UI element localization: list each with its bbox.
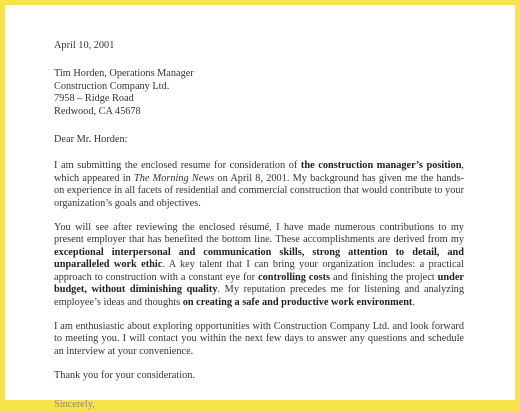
costs-highlight: controlling costs [258, 271, 331, 283]
recipient-address [54, 68, 464, 118]
recipient-street: 7958 – Ridge Road [54, 93, 134, 105]
paragraph-interest: I am enthusiastic about exploring opportunities with Construction Company Ltd. and look forward to meeting you. I will contact you within the next few days to answer any questions and schedule an interview at your convenience. [54, 320, 464, 357]
position-highlight: the construction manager’s position [300, 160, 462, 172]
paragraph-intro: I am submitting the enclosed resume for consideration of the construction manager’s position, which appeared in The Morning News on April 8, 2001. My background has given me the hands-on experience in all facets of residential and commercial construction that would contribute to your organization’s goals and objectives. [54, 160, 465, 209]
thank-you-line: Thank you for your consideration. [54, 370, 195, 382]
letter-page [5, 5, 515, 410]
recipient-company: Construction Company Ltd. [54, 80, 170, 92]
salutation: Dear Mr. Horden: [54, 134, 128, 146]
recipient-city: Redwood, CA 45678 [54, 105, 141, 117]
recipient-name: Tim Horden, Operations Manager [54, 68, 194, 80]
skills-highlight: exceptional interpersonal and communication skills, strong attention to detail, and unparalleled work ethic [54, 246, 464, 271]
letter-date: April 10, 2001 [54, 40, 115, 51]
environment-highlight: on creating a safe and productive work environment [182, 296, 413, 308]
budget-highlight: under budget, without diminishing quality [54, 271, 464, 296]
paragraph-accomplishments: You will see after reviewing the enclosed résumé, I have made numerous contributions to my present employer that has benefited the bottom line. These accomplishments are derived from my exceptional interpersonal and communication skills, strong attention to detail, and unparalleled work ethic. A key talent that I can bring your organization includes: a practical approach to construction with a constant eye for controlling costs and finishing the project under budget, without diminishing quality. My reputation precedes me for listening and analyzing employee’s ideas and thoughts on creating a safe and productive work environment. [54, 222, 464, 308]
closing: Sincerely, [54, 398, 95, 410]
letter-body [54, 40, 464, 411]
newspaper-name: The Morning News [133, 172, 215, 184]
